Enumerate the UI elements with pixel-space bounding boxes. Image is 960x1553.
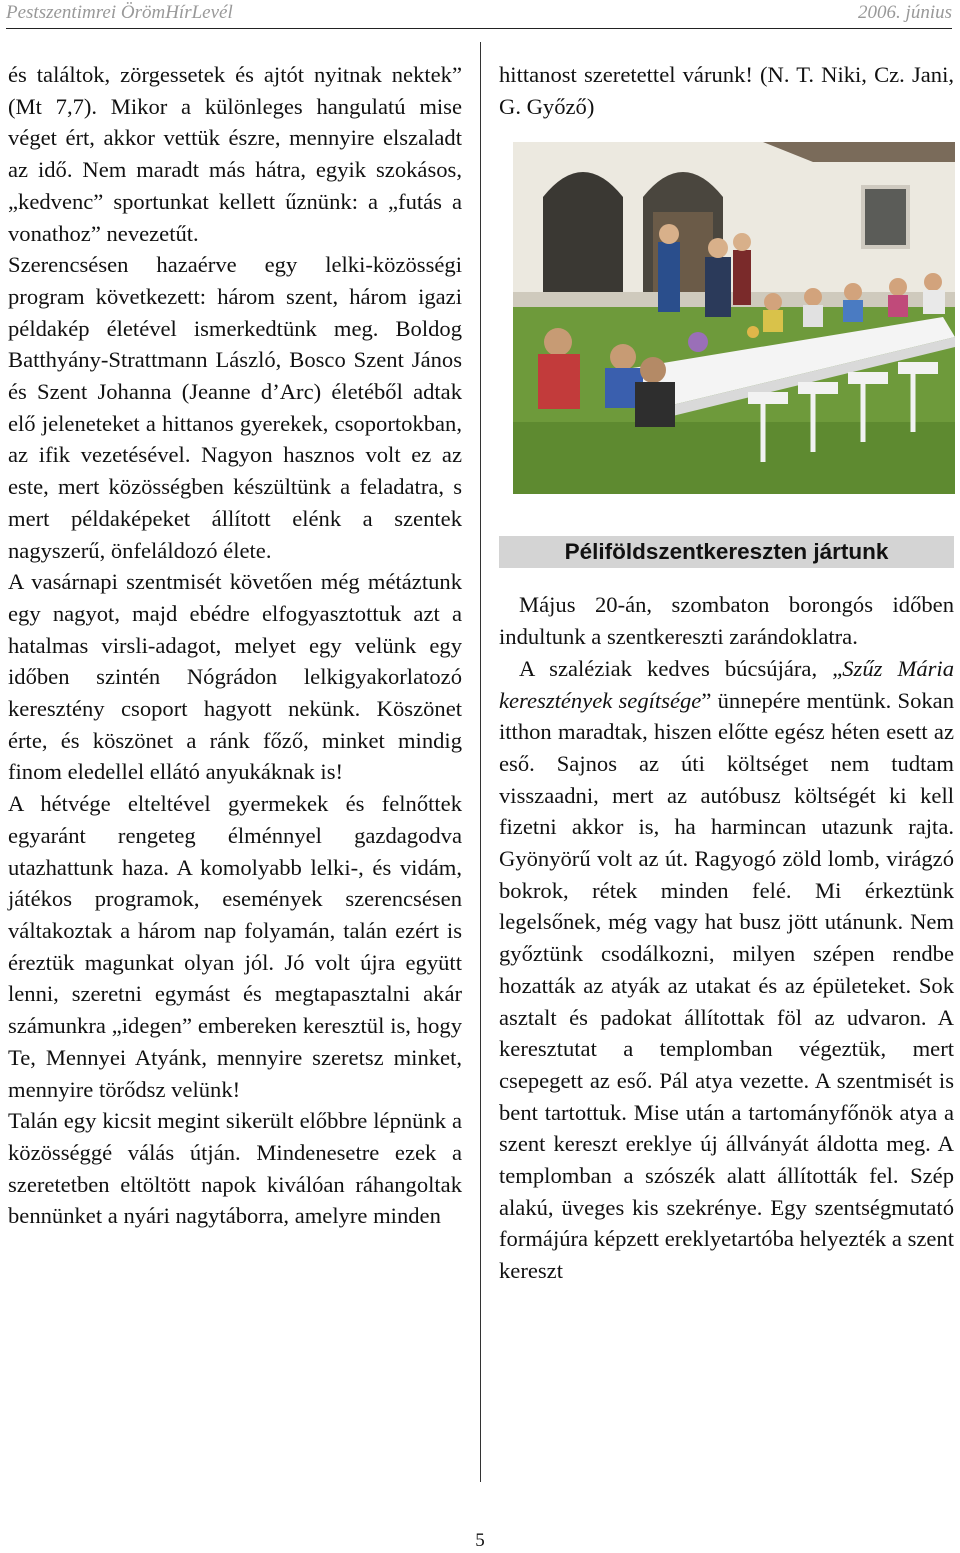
page-header (6, 0, 952, 29)
newsletter-title: Pestszentimrei ÖrömHírLevél (6, 2, 233, 23)
right-column (499, 59, 954, 1287)
left-paragraph-4: A hétvége elteltével gyermekek és felnőttek egyaránt rengeteg élménnyel gazdagodva utazhattunk haza. A komolyabb lelki-, és vidám, játékos programok, események szerencsésen váltakoztak a három nap folyamán, talán ezért is éreztük magunkat olyan jól. Jó volt újra együtt lenni, szeretni egymást és megtapasztalni akár számunkra „idegen” embereken keresztül is, hogy Te, Mennyei Atyánk, mennyire szeretsz minket, mennyire törődsz velünk! (8, 791, 462, 1102)
left-paragraph-3: A vasárnapi szentmisét követően még métáztunk egy nagyot, majd ebédre elfogyasztottuk azt a hatalmas virsli-adagot, melyet egy velünk egy időben szintén Nógrádon lelkigyakorlatozó keresztény csoport hagyott nekünk. Köszönet érte, és köszönet a ránk főző, minket mindig finom eledellel ellátó anyukáknak is! (8, 569, 462, 785)
feast-name: Szűz Mária keresztények segítsége (499, 655, 954, 713)
left-column (8, 59, 462, 1232)
left-paragraph-1: és találtok, zörgessetek és ajtót nyitnak nektek” (Mt 7,7). Mikor a különleges hangulatú mise véget ért, akkor vettük észre, mennyire elszaladt az idő. Nem maradt más hátra, egyik szokásos, „kedvenc” sportunkat kellett űznünk: a „futás a vonathoz” nevezetűt. (8, 62, 462, 246)
group-photo (513, 142, 955, 494)
paragraph-2-lead: A szaléziak kedves búcsújára, „ (519, 655, 843, 681)
page-number: 5 (475, 1530, 485, 1551)
right-paragraph-2 (499, 653, 954, 1287)
paragraph-2-body: ” ünnepére mentünk. Sokan itthon maradtak, hiszen előtte egész héten esett az eső. Sajnos az úti költséget nem tudtam visszaadni, mert az autóbusz költségét ki kell fizetni akkor is, ha harmincan utazunk rajta. Gyönyörű volt az út. Ragyogó zöld lomb, virágzó bokrok, rétek minden felé. Mi érkeztünk legelsőnek, még vagy hat busz jött utánunk. Nem győztünk csodálkozni, milyen szépen rendbe hozatták az atyák az utakat és az épületeket. Sok asztalt és padokat állítottak föl az udvaron. A keresztutat a templomban végeztük, mert csepegett az eső. Pál atya vezette. A szentmisét is bent tartottuk. Mise után a tartományfőnök atya a szent kereszt ereklye új állványát áldotta meg. A templomban a szószék alatt állították fel. Szép alakú, üveges kis szekrénye. Egy szentségmutató formájúra képzett ereklyetartóba helyezték a szent kereszt (499, 687, 954, 1284)
left-paragraph-5: Talán egy kicsit megint sikerült előbbre lépnünk a közösséggé válás útján. Mindenesetre ezek a szeretetben eltöltött napok kiválóan ráhangoltak bennünket a nyári nagytáborra, amelyre minden (8, 1108, 462, 1229)
issue-date: 2006. június (858, 2, 952, 23)
right-intro: hittanost szeretettel várunk! (N. T. Niki, Cz. Jani, G. Győző) (499, 62, 954, 119)
group-photo-image (513, 142, 955, 494)
right-paragraph-1: Május 20-án, szombaton borongós időben indultunk a szentkereszti zarándoklatra. (499, 592, 954, 650)
left-paragraph-2: Szerencsésen hazaérve egy lelki-közösségi program következett: három szent, három igazi példakép életével ismerkedtünk meg. Boldog Batthyány-Strattmann László, Bosco Szent János és Szent Johanna (Jeanne d’Arc) életéből adtak elő jeleneteket a hittanos gyerekek, csoportokban, az ifik vezetésével. Nagyon hasznos volt ez az este, mert közösségben készültünk a feladatra, s mert példaképeket állított elénk a szentek nagyszerű, önfeláldozó élete. (8, 252, 462, 563)
column-divider (480, 42, 481, 1482)
section-title: Péliföldszentkereszten jártunk (499, 536, 954, 568)
